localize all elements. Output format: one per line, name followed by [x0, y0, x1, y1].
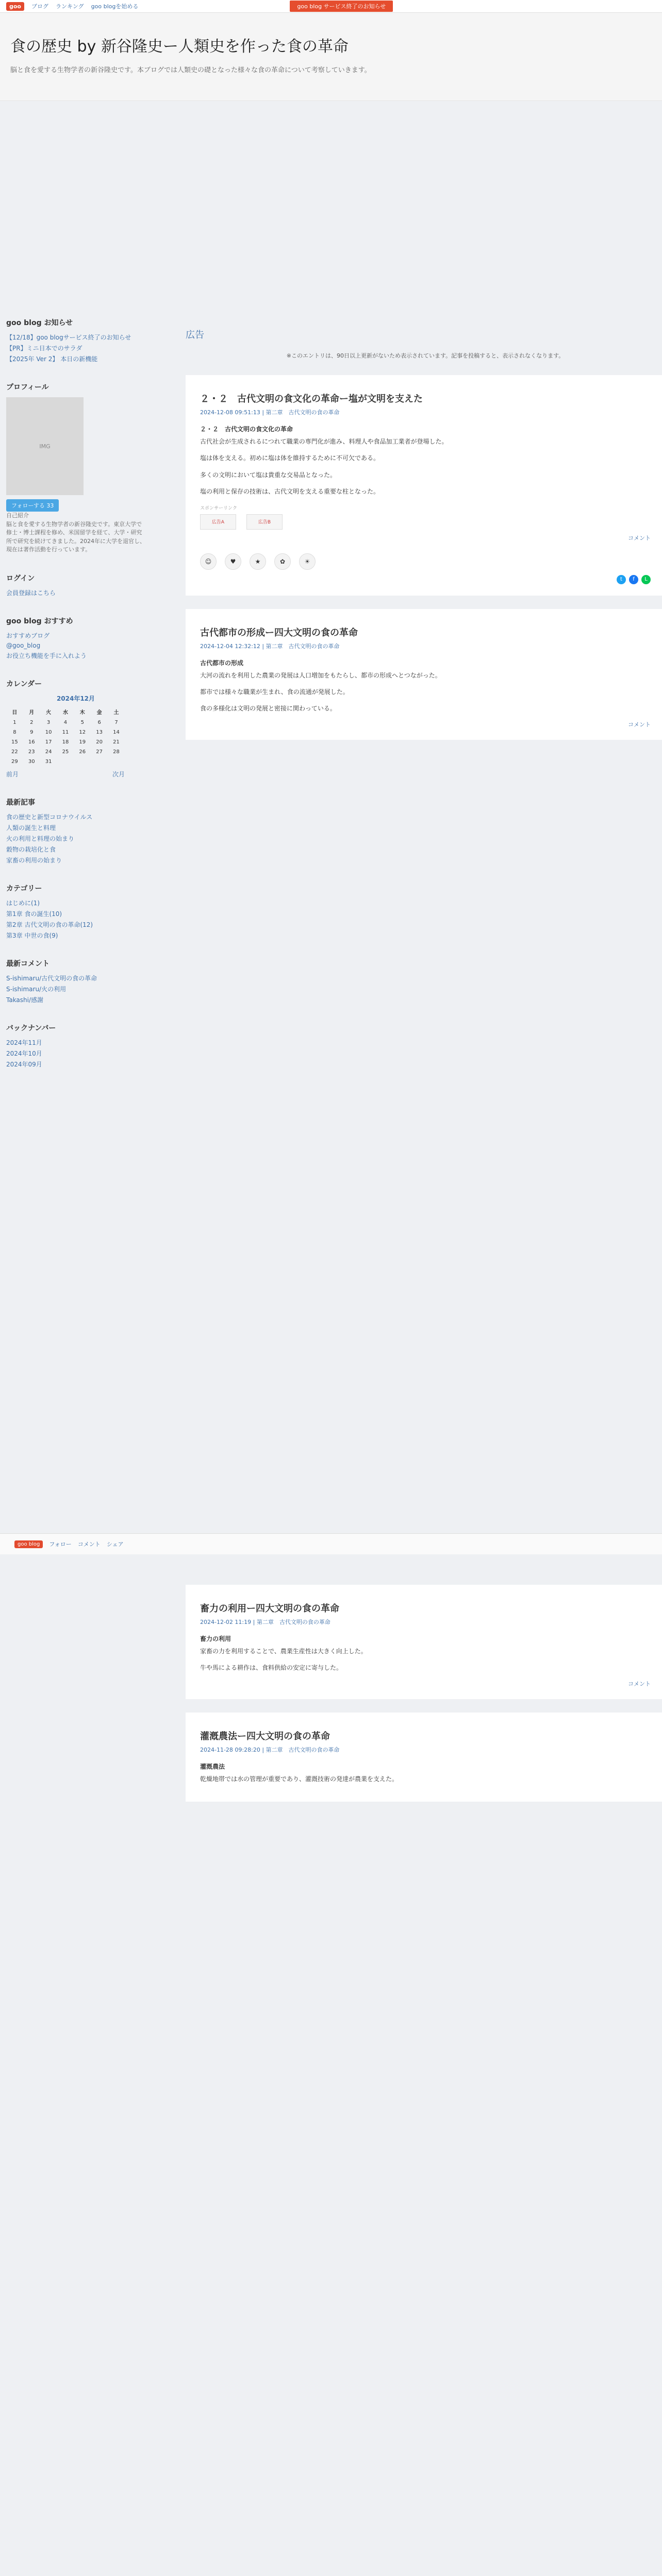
- category-title: カテゴリー: [6, 884, 42, 893]
- follow-count: 33: [46, 502, 54, 509]
- backnumber-link-3[interactable]: 2024年09月: [6, 1060, 42, 1068]
- cal-date[interactable]: 21: [113, 739, 120, 745]
- cal-date[interactable]: 29: [11, 758, 18, 765]
- profile-title: プロフィール: [6, 383, 49, 392]
- backnumber-title: バックナンバー: [6, 1024, 56, 1032]
- cal-date[interactable]: [108, 757, 125, 767]
- cal-date[interactable]: 17: [45, 739, 52, 745]
- main-content: [186, 323, 662, 753]
- post-2-p1: 大河の流れを利用した農業の発展は人口増加をもたらし、都市の形成へとつながった。: [200, 671, 441, 679]
- cal-date[interactable]: 30: [28, 758, 35, 765]
- comment-link-3[interactable]: Takashi/感謝: [6, 996, 44, 1004]
- cal-date[interactable]: 27: [96, 749, 103, 755]
- post-2-p3: 食の多様化は文明の発展と密接に関わっている。: [200, 705, 336, 713]
- backnumber-link-2[interactable]: 2024年10月: [6, 1049, 42, 1057]
- cal-date[interactable]: [91, 757, 108, 767]
- cal-day: 火: [46, 709, 52, 716]
- post-4-title[interactable]: 灌漑農法ー四大文明の食の革命: [200, 1731, 330, 1742]
- sidebar: [6, 317, 145, 1087]
- twitter-icon[interactable]: t: [617, 575, 626, 584]
- recent-link-4[interactable]: 穀物の栽培化と食: [6, 845, 56, 853]
- announce-link-2[interactable]: 【PR】ミニ日本でのサラダ: [6, 345, 82, 352]
- recommend-link-3[interactable]: お役立ち機能を手に入れよう: [6, 652, 87, 659]
- avatar: IMG: [6, 397, 84, 495]
- cal-day: 日: [12, 709, 18, 716]
- post-3-p2: 牛や馬による耕作は、食料供給の安定に寄与した。: [200, 1664, 343, 1672]
- top-bar: [0, 0, 662, 13]
- cal-date[interactable]: 28: [113, 749, 120, 755]
- calendar-prev[interactable]: 前月: [6, 770, 19, 778]
- announcement-block: [6, 317, 145, 363]
- recent-title: 最新記事: [6, 798, 35, 807]
- post-1-meta: 2024-12-08 09:51:13 | 第二章 古代文明の食の革命: [200, 409, 340, 416]
- recommend-link-1[interactable]: おすすめブログ: [6, 632, 50, 639]
- login-block: [6, 573, 145, 597]
- brand-logo[interactable]: goo: [6, 2, 24, 11]
- mini-link-3[interactable]: シェア: [106, 1541, 124, 1548]
- post-3-subtitle: 畜力の利用: [200, 1635, 231, 1642]
- service-notice[interactable]: goo blog サービス終了のお知らせ: [290, 1, 393, 12]
- reactions: [200, 553, 651, 570]
- cal-date[interactable]: 4: [63, 719, 68, 725]
- post-1-p4: 塩の利用と保存の技術は、古代文明を支える重要な柱となった。: [200, 488, 380, 496]
- category-link-1[interactable]: はじめに(1): [6, 899, 40, 907]
- reaction-icon[interactable]: ☀: [299, 553, 316, 570]
- post-3: [186, 1585, 662, 1699]
- recommend-block: [6, 616, 145, 660]
- cal-day: 水: [62, 709, 68, 716]
- reaction-icon[interactable]: ★: [250, 553, 266, 570]
- post-1-p1: 古代社会が生成されるにつれて職業の専門化が進み、料理人や食品加工業者が登場した。: [200, 438, 448, 445]
- cal-date[interactable]: 2: [30, 719, 34, 725]
- post-1-comment-link[interactable]: コメント: [628, 534, 651, 541]
- category-link-3[interactable]: 第2章 古代文明の食の革命(12): [6, 921, 93, 928]
- nav-blog[interactable]: ブログ: [31, 3, 48, 10]
- cal-date[interactable]: 5: [80, 719, 84, 725]
- ad-banner-2[interactable]: 広告B: [246, 514, 283, 530]
- facebook-icon[interactable]: f: [629, 575, 638, 584]
- announce-link-1[interactable]: 【12/18】goo blogサービス終了のお知らせ: [6, 334, 131, 341]
- site-header: [0, 13, 662, 101]
- post-3-meta: 2024-12-02 11:19 | 第二章 古代文明の食の革命: [200, 1619, 330, 1625]
- cal-date[interactable]: 7: [114, 719, 118, 725]
- recommend-link-2[interactable]: @goo_blog: [6, 641, 41, 649]
- cal-date[interactable]: 6: [97, 719, 101, 725]
- cal-date[interactable]: 26: [79, 749, 86, 755]
- recent-link-2[interactable]: 人類の誕生と料理: [6, 824, 56, 832]
- cal-date[interactable]: 11: [62, 729, 69, 735]
- login-link[interactable]: 会員登録はこちら: [6, 589, 56, 597]
- reaction-icon[interactable]: ♥: [225, 553, 241, 570]
- recommend-title: goo blog おすすめ: [6, 617, 73, 625]
- post-2-subtitle: 古代都市の形成: [200, 659, 244, 667]
- category-link-2[interactable]: 第1章 食の誕生(10): [6, 910, 62, 918]
- cal-date[interactable]: 19: [79, 739, 86, 745]
- post-1: [186, 375, 662, 596]
- profile-name: 自己紹介: [6, 512, 29, 519]
- mini-bar: [0, 1533, 662, 1554]
- recent-block: [6, 797, 145, 865]
- post-1-p3: 多くの文明において塩は貴重な交易品となった。: [200, 471, 337, 479]
- post-1-p2: 塩は体を支える。初めに塩は体を維持するために不可欠である。: [200, 454, 380, 462]
- post-3-p1: 家畜の力を利用することで、農業生産性は大きく向上した。: [200, 1648, 367, 1655]
- site-description: 脳と食を愛する生物学者の新谷隆史です。本ブログでは人類史の礎となった様々な食の革命について考察していきます。: [10, 66, 371, 74]
- cal-date[interactable]: 20: [96, 739, 103, 745]
- comment-block: [6, 958, 145, 1004]
- calendar-month: 2024年12月: [56, 694, 95, 702]
- ad-banner-1[interactable]: 広告A: [200, 514, 236, 530]
- cal-date[interactable]: 9: [30, 729, 34, 735]
- comment-link-1[interactable]: S-ishimaru/古代文明の食の革命: [6, 974, 97, 982]
- cal-date[interactable]: 24: [45, 749, 52, 755]
- announce-link-3[interactable]: 【2025年 Ver 2】 本日の新機能: [6, 355, 98, 363]
- recent-link-5[interactable]: 家畜の利用の始まり: [6, 856, 62, 864]
- reaction-icon[interactable]: ✿: [274, 553, 291, 570]
- profile-text: 脳と食を愛する生物学者の新谷隆史です。東京大学で修士・博士課程を修め、米国留学を経て、大学・研究所で研究を続けてきました。2024年に大学を退官し、現在は著作活動を行っています。: [6, 520, 145, 553]
- ad-link[interactable]: 広告: [186, 330, 204, 341]
- mini-badge[interactable]: goo blog: [14, 1540, 43, 1548]
- stale-notice: ※このエントリは、90日以上更新がないため表示されています。記事を投稿すると、表示されなくなります。: [286, 352, 565, 359]
- calendar-next[interactable]: 次月: [112, 770, 125, 778]
- post-4: [186, 1713, 662, 1802]
- comment-title: 最新コメント: [6, 959, 49, 968]
- cal-date[interactable]: 3: [46, 719, 51, 725]
- line-icon[interactable]: L: [641, 575, 651, 584]
- post-4-subtitle: 灌漑農法: [200, 1762, 225, 1770]
- cal-day: 月: [29, 709, 35, 716]
- post-1-title[interactable]: ２・２ 古代文明の食文化の革命ー塩が文明を支えた: [200, 394, 423, 404]
- cal-date[interactable]: 10: [45, 729, 52, 735]
- post-4-p1: 乾燥地帯では水の管理が重要であり、灌漑技術の発達が農業を支えた。: [200, 1775, 399, 1783]
- post-2-comment-link[interactable]: コメント: [628, 721, 651, 728]
- post-3-comment-link[interactable]: コメント: [628, 1680, 651, 1687]
- cal-date[interactable]: [74, 757, 91, 767]
- cal-day: 金: [96, 709, 102, 716]
- cal-date[interactable]: 25: [62, 749, 69, 755]
- recent-link-3[interactable]: 火の利用と料理の始まり: [6, 835, 75, 842]
- calendar: [6, 706, 125, 767]
- login-title: ログイン: [6, 574, 35, 583]
- site-title[interactable]: 食の歴史 by 新谷隆史ー人類史を作った食の革命: [10, 38, 349, 56]
- cal-date[interactable]: 13: [96, 729, 103, 735]
- category-link-4[interactable]: 第3章 中世の食(9): [6, 931, 58, 939]
- main-content-lower: [186, 1585, 662, 1815]
- nav-ranking[interactable]: ランキング: [56, 3, 84, 10]
- backnumber-block: [6, 1023, 145, 1069]
- cal-date[interactable]: 16: [28, 739, 35, 745]
- backnumber-link-1[interactable]: 2024年11月: [6, 1039, 42, 1046]
- post-2-meta: 2024-12-04 12:32:12 | 第二章 古代文明の食の革命: [200, 642, 340, 650]
- cal-date[interactable]: 14: [113, 729, 120, 735]
- cal-date[interactable]: 18: [62, 739, 69, 745]
- announce-title: goo blog お知らせ: [6, 319, 73, 327]
- post-2: [186, 609, 662, 740]
- category-block: [6, 883, 145, 940]
- reaction-icon[interactable]: ☺: [200, 553, 217, 570]
- cal-day: 木: [79, 709, 85, 716]
- ads-row: [200, 514, 651, 530]
- post-2-title[interactable]: 古代都市の形成ー四大文明の食の革命: [200, 627, 358, 638]
- follow-label: フォローする: [11, 502, 45, 509]
- calendar-title: カレンダー: [6, 680, 42, 688]
- follow-button[interactable]: [6, 499, 59, 512]
- mini-link-1[interactable]: フォロー: [49, 1541, 72, 1548]
- mini-link-2[interactable]: コメント: [77, 1541, 101, 1548]
- sponsor-label: スポンサーリンク: [200, 505, 237, 511]
- post-1-subtitle: ２・２ 古代文明の食文化の革命: [200, 426, 293, 433]
- nav-start[interactable]: goo blogを始める: [91, 3, 139, 10]
- calendar-block: [6, 679, 145, 778]
- cal-day: 土: [113, 709, 119, 716]
- post-2-p2: 都市では様々な職業が生まれ、食の流通が発展した。: [200, 688, 349, 696]
- comment-link-2[interactable]: S-ishimaru/火の利用: [6, 985, 67, 993]
- cal-date[interactable]: [57, 757, 74, 767]
- cal-date[interactable]: 23: [28, 749, 35, 755]
- cal-date[interactable]: 15: [11, 739, 18, 745]
- recent-link-1[interactable]: 食の歴史と新型コロナウイルス: [6, 813, 93, 821]
- cal-date[interactable]: 1: [13, 719, 16, 725]
- post-4-meta: 2024-11-28 09:28:20 | 第二章 古代文明の食の革命: [200, 1746, 340, 1753]
- cal-date[interactable]: 12: [79, 729, 86, 735]
- cal-date[interactable]: 31: [45, 758, 52, 765]
- cal-date[interactable]: 8: [13, 729, 16, 735]
- post-3-title[interactable]: 畜力の利用ー四大文明の食の革命: [200, 1603, 339, 1614]
- profile-block: [6, 382, 145, 554]
- share-icons: [200, 575, 651, 584]
- cal-date[interactable]: 22: [11, 749, 18, 755]
